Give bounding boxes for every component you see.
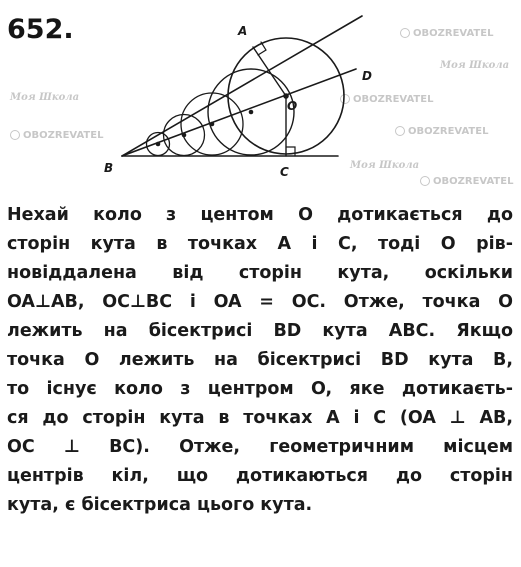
label-c: C [280, 165, 289, 179]
watermark-obozrevatel: OBOZREVATEL [420, 176, 513, 187]
label-o: O [287, 99, 298, 113]
watermark-obozrevatel: OBOZREVATEL [10, 130, 103, 141]
circle-center-point [182, 133, 187, 138]
solution-line: OA⊥AB, OC⊥BC і OA = OC. Отже, точка O [7, 292, 513, 312]
solution-line: точка O лежить на бісектрисі BD кута B, [7, 350, 513, 370]
solution-text [7, 201, 513, 520]
solution-line: новіддалена від сторін кута, оскільки [7, 263, 513, 283]
point-o [283, 93, 289, 99]
circle-center-point [210, 122, 215, 127]
problem-number: 652. [7, 14, 74, 45]
solution-line: OC ⊥ BC). Отже, геометричним місцем [7, 437, 513, 457]
geometry-diagram [0, 0, 521, 200]
label-b: B [104, 161, 114, 175]
watermark-obozrevatel: OBOZREVATEL [400, 28, 493, 39]
solution-line: то існує коло з центром O, яке дотикаєть- [7, 379, 513, 399]
solution-line: кута, є бісектриса цього кута. [7, 495, 313, 515]
label-d: D [362, 69, 372, 83]
solution-line: ся до сторін кута в точках A і C (OA ⊥ AB, [7, 408, 513, 428]
watermark-school: Моя Школа [440, 60, 510, 71]
circle-center-point [249, 110, 254, 115]
solution-line: лежить на бісектрисі BD кута ABC. Якщо [7, 321, 513, 341]
circle-center-point [156, 142, 161, 147]
label-a: A [238, 24, 248, 38]
solution-line: сторін кута в точках A і C, тоді O рів- [7, 234, 513, 254]
solution-line: центрів кіл, що дотикаються до сторін [7, 466, 513, 486]
watermark-obozrevatel: OBOZREVATEL [340, 94, 433, 105]
watermark-school: Моя Школа [350, 160, 420, 171]
solution-line: Нехай коло з центом O дотикається до [7, 205, 513, 225]
watermark-school: Моя Школа [10, 92, 80, 103]
watermark-obozrevatel: OBOZREVATEL [395, 126, 488, 137]
